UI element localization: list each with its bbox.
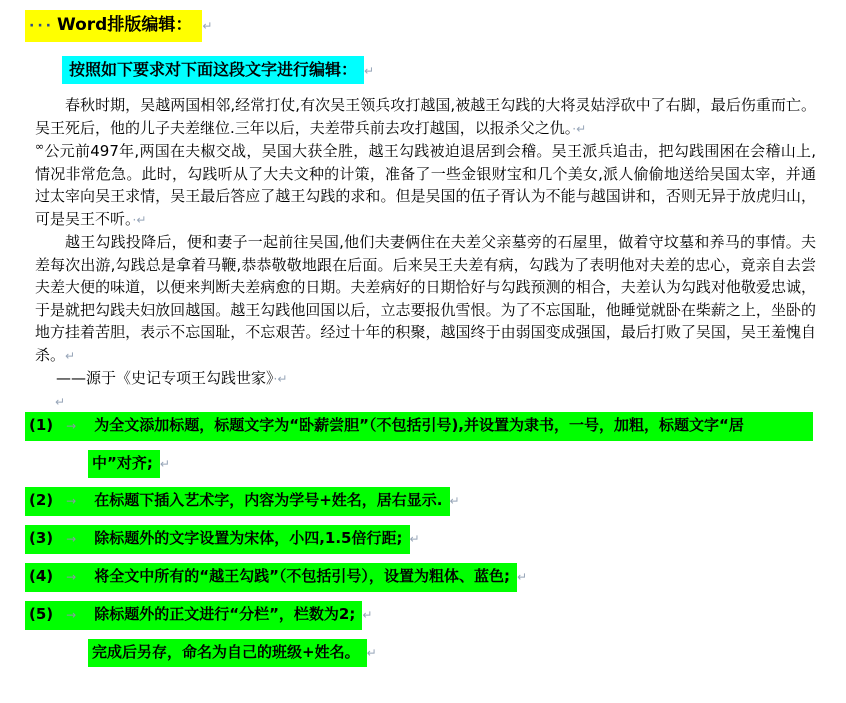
body-paragraph-2: ∞公元前497年,两国在夫椒交战，吴国大获全胜，越王勾践被迫退居到会稽。吴王派兵追击，把勾践围困在会稽山上,情况非常危急。此时，勾践听从了大夫文种的计策，准备了一些金银财宝和几个美女,派人偷偷地送给吴国太宰，并通过太宰向吴王求情，吴王最后答应了越王勾践的求和。但是吴国的伍子胥认为不能与越国讲和，否则无异于放虎归山，可是吴王不听。·↵ — [35, 140, 816, 228]
source-line: ——源于《史记专项王勾践世家》·↵ — [56, 369, 288, 387]
task-item-4 — [25, 563, 846, 592]
task-number: (1) — [29, 415, 54, 434]
page-title-highlight — [25, 10, 202, 42]
task-text: 为全文添加标题，标题文字为“卧薪尝胆”（不包括引号),并设置为隶书，一号，加粗，标题文字“居 — [94, 415, 744, 434]
title-row — [25, 10, 846, 42]
task-number: (4) — [29, 566, 54, 585]
closing-text: 完成后另存，命名为自己的班级+姓名。 — [92, 642, 360, 661]
word-document-page — [0, 10, 846, 703]
closing-line — [88, 639, 846, 667]
paragraph-mark-icon: ↵ — [409, 531, 420, 546]
paragraph-mark-icon: ↵ — [202, 19, 213, 33]
tab-mark-icon: → — [66, 418, 77, 433]
anchor-mark-icon: ∞ — [35, 140, 45, 153]
task-item-5 — [25, 601, 846, 630]
paragraph-mark-icon: ↵ — [362, 607, 373, 622]
task-item-1 — [25, 412, 846, 478]
task-2-highlight — [25, 487, 450, 516]
task-number: (2) — [29, 490, 54, 509]
task-1-highlight-cont — [88, 450, 160, 478]
paragraph-mark-icon: ↵ — [65, 348, 76, 363]
paragraph-mark-icon: ↵ — [364, 64, 375, 78]
space-dots-mark-icon: ∙∙∙ — [29, 18, 54, 34]
task-line — [25, 412, 846, 441]
paragraph-mark-icon: ·↵ — [132, 212, 147, 227]
empty-paragraph — [55, 391, 846, 407]
subtitle: 按照如下要求对下面这段文字进行编辑： — [69, 60, 358, 79]
task-line-continuation — [88, 450, 846, 478]
subtitle-highlight — [62, 56, 364, 84]
task-item-2 — [25, 487, 846, 516]
task-4-highlight — [25, 563, 517, 592]
paragraph-mark-icon: ·↵ — [273, 372, 288, 386]
subtitle-row — [62, 56, 846, 84]
closing-highlight — [88, 639, 367, 667]
task-list — [25, 412, 846, 667]
task-number: (5) — [29, 604, 54, 623]
task-text: 在标题下插入艺术字，内容为学号+姓名，居右显示. — [94, 490, 443, 509]
task-text: 除标题外的文字设置为宋体，小四,1.5倍行距; — [94, 528, 403, 547]
task-5-highlight — [25, 601, 362, 630]
body-paragraph-3: 越王勾践投降后，便和妻子一起前往吴国,他们夫妻俩住在夫差父亲墓旁的石屋里，做着守坟墓和养马的事情。夫差每次出游,勾践总是拿着马鞭,恭恭敬敬地跟在后面。后来吴王夫差有病，勾践为了表明他对夫差的忠心，竟亲自去尝夫差大便的味道，以便来判断夫差病愈的日期。夫差病好的日期恰好与勾践预测的相合，夫差认为勾践对他敬爱忠诚，于是就把勾践夫妇放回越国。越王勾践他回国以后，立志要报仇雪恨。为了不忘国耻，他睡觉就卧在柴薪之上，坐卧的地方挂着苦胆，表示不忘国耻，不忘艰苦。经过十年的积聚，越国终于由弱国变成强国，最后打败了吴国，吴王羞愧自杀。↵ — [35, 233, 816, 364]
body-paragraph-1: 春秋时期，吴越两国相邻,经常打仗,有次吴王领兵攻打越国,被越王勾践的大将灵姑浮砍中了右脚，最后伤重而亡。吴王死后，他的儿子夫差继位.三年以后，夫差带兵前去攻打越国，以报杀父之仇。·↵ — [35, 96, 816, 137]
task-1-highlight — [25, 412, 813, 441]
task-text: 中”对齐; — [92, 453, 153, 472]
tab-mark-icon: → — [66, 607, 77, 622]
tab-mark-icon: → — [66, 493, 77, 508]
task-item-3 — [25, 525, 846, 554]
body-text — [35, 94, 816, 391]
paragraph-mark-icon: ↵ — [159, 456, 170, 471]
paragraph-mark-icon: ·↵ — [572, 121, 587, 136]
paragraph-mark-icon: ↵ — [55, 394, 66, 409]
tab-mark-icon: → — [66, 569, 77, 584]
paragraph-mark-icon: ↵ — [366, 645, 377, 660]
tab-mark-icon: → — [66, 531, 77, 546]
paragraph-mark-icon: ↵ — [449, 493, 460, 508]
paragraph-mark-icon: ↵ — [516, 569, 527, 584]
page-title: Word排版编辑： — [56, 15, 193, 35]
task-3-highlight — [25, 525, 410, 554]
task-number: (3) — [29, 528, 54, 547]
task-text: 除标题外的正文进行“分栏”，栏数为2; — [94, 604, 356, 623]
task-text: 将全文中所有的“越王勾践”（不包括引号），设置为粗体、蓝色; — [94, 566, 510, 585]
